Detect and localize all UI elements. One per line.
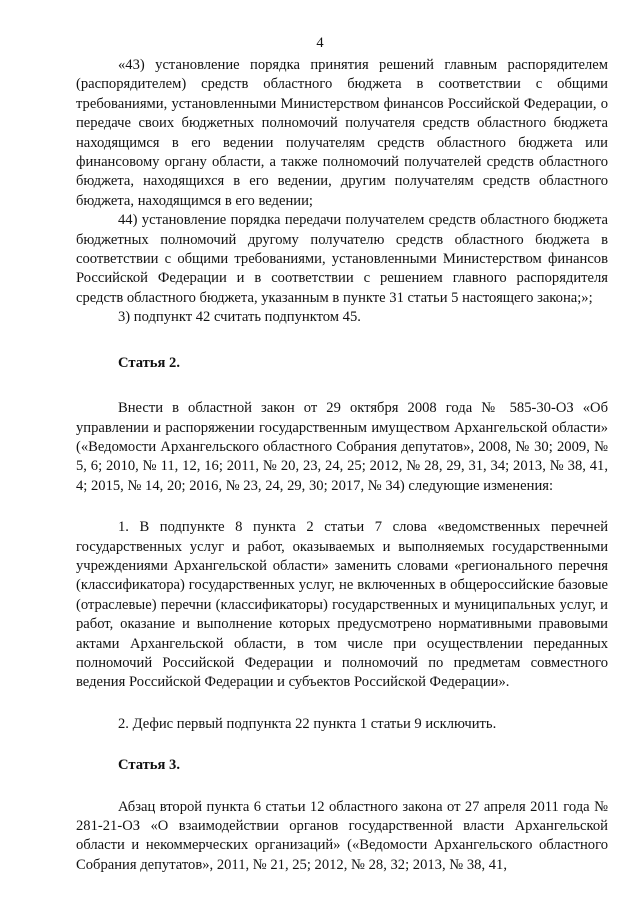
article-2-heading: Статья 2.	[118, 354, 180, 371]
article-3-heading: Статья 3.	[118, 757, 180, 774]
paragraph-item-43: «43) установление порядка принятия решений главным распорядителем (распорядителем) средств областного бюджета в соответствии с общими требованиями, установленными Министерством финансов Российской Федерации, о передаче своих бюджетных полномочий получателя средств областного бюджета находящимся в его ведении получателям средств областного бюджета или финансовому органу области, а также полномочий получателей средств областного бюджета, находящихся в его ведении, другим получателям средств областного бюджета, находящимся в его ведении;	[76, 57, 608, 209]
paragraph-item-44: 44) установление порядка передачи получателем средств областного бюджета бюджетных полномочий другому получателю средств областного бюджета в соответствии с общими требованиями, установленными Министерством финансов Российской Федерации и в соответствии с решением главного распорядителя средств областного бюджета, указанным в пункте 31 статьи 5 настоящего закона;»;	[76, 212, 608, 306]
article-3-text: Абзац второй пункта 6 статьи 12 областного закона от 27 апреля 2011 года № 281-21-ОЗ «О взаимодействии органов государственной власти Архангельской области и некоммерческих организаций» («Ведомости Архангельского областного Собрания депутатов», 2011, № 21, 25; 2012, № 28, 32; 2013, № 38, 41,	[76, 798, 608, 873]
page-number: 4	[316, 35, 324, 51]
article-2-item-1: 1. В подпункте 8 пункта 2 статьи 7 слова «ведомственных перечней государственных услуг и работ, оказываемых и выполняемых государственными учреждениями Архангельской области» заменить словами «регионального перечня (классификатора) государственных услуг, не включенных в общероссийские базовые (отраслевые) перечни (классификаторы) государственных и муниципальных услуг, и работ, оказание и выполнение которых предусмотрено нормативными правовыми актами Архангельской области, в том числе при осуществлении переданных полномочий Российской Федерации и полномочий по предметам совместного ведения Российской Федерации и субъектов Российской Федерации».	[76, 519, 608, 691]
article-2-item-2: 2. Дефис первый подпункта 22 пункта 1 статьи 9 исключить.	[118, 715, 497, 732]
article-2-intro: Внести в областной закон от 29 октября 2008 года № 585-30-ОЗ «Об управлении и распоряжении государственным имуществом Архангельской области» («Ведомости Архангельского областного Собрания депутатов», 2008, № 30; 2009, № 5, 6; 2010, № 11, 12, 16; 2011, № 20, 23, 24, 25; 2012, № 28, 29, 31, 34; 2013, № 38, 41, 4; 2015, № 14, 20; 2016, № 23, 24, 29, 30; 2017, № 34) следующие изменения:	[76, 400, 608, 494]
paragraph-item-3: 3) подпункт 42 считать подпунктом 45.	[118, 309, 361, 326]
